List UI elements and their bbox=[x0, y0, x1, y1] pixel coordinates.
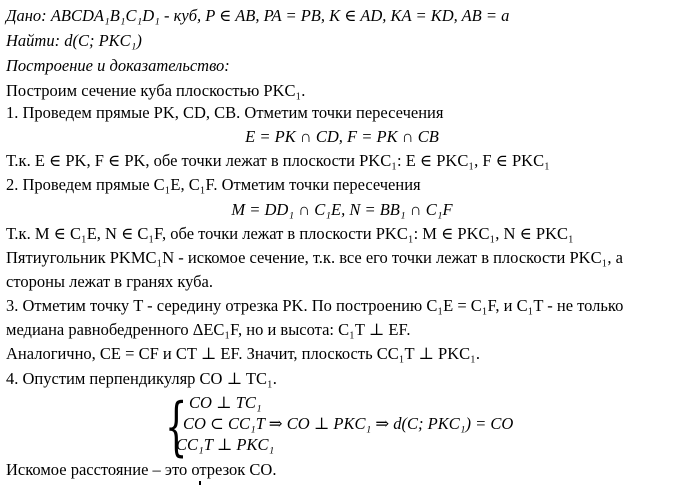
text-line: 1. Проведем прямые PK, CD, CB. Отметим точки пересечения bbox=[6, 103, 444, 122]
formula-line: M = DD₁ ∩ C₁E, N = BB₁ ∩ C₁F bbox=[231, 200, 453, 219]
system-brace: { bbox=[165, 390, 188, 464]
find-line bbox=[6, 31, 142, 51]
text-line: 2. Проведем прямые C₁E, C₁F. Отметим точки пересечения bbox=[6, 175, 421, 194]
formula-line: E = PK ∩ CD, F = PK ∩ CB bbox=[245, 127, 439, 146]
text-line: Т.к. M ∈ C₁E, N ∈ C₁F, обе точки лежат в плоскости PKC₁: M ∈ PKC₁, N ∈ PKC₁ bbox=[6, 224, 574, 243]
text-line: 4. Опустим перпендикуляр CO ⊥ TC₁. bbox=[6, 369, 277, 388]
system-row-1: CO ⊥ TC₁ bbox=[189, 393, 262, 412]
text-line: Т.к. E ∈ PK, F ∈ PK, обе точки лежат в плоскости PKC₁: E ∈ PKC₁, F ∈ PKC₁ bbox=[6, 151, 550, 170]
system-row-2: CO ⊂ CC₁T ⇒ CO ⊥ PKC₁ ⇒ d(C; PKC₁) = CO bbox=[183, 414, 514, 433]
find-label: Найти: bbox=[6, 31, 61, 50]
conclusion-line: Искомое расстояние – это отрезок CO. bbox=[6, 460, 277, 479]
given-label: Дано: bbox=[6, 6, 47, 25]
system-row-3: CC₁T ⊥ PKC₁ bbox=[176, 435, 275, 454]
given-text: ABCDA₁B₁C₁D₁ - куб, P ∈ AB, PA = PB, K ∈ AD, KA = KD, AB = a bbox=[50, 6, 510, 25]
text-line: 3. Отметим точку T - середину отрезка PK. По построению C₁E = C₁F, и C₁T - не только bbox=[6, 296, 624, 315]
text-line: стороны лежат в гранях куба. bbox=[6, 272, 214, 291]
given-line bbox=[6, 6, 509, 26]
text-line: Построим сечение куба плоскостью PKC₁. bbox=[6, 81, 306, 100]
text-line: Аналогично, CE = CF и CT ⊥ EF. Значит, плоскость CC₁T ⊥ PKC₁. bbox=[6, 344, 481, 363]
text-cursor-mark bbox=[199, 481, 201, 485]
construction-heading: Построение и доказательство: bbox=[6, 56, 230, 75]
text-line: медиана равнобедренного ΔEC₁F, но и высота: C₁T ⊥ EF. bbox=[6, 320, 411, 339]
text-line: Пятиугольник PKMC₁N - искомое сечение, т.к. все его точки лежат в плоскости PKC₁, а bbox=[6, 248, 623, 267]
find-text: d(C; PKC₁) bbox=[64, 31, 142, 50]
